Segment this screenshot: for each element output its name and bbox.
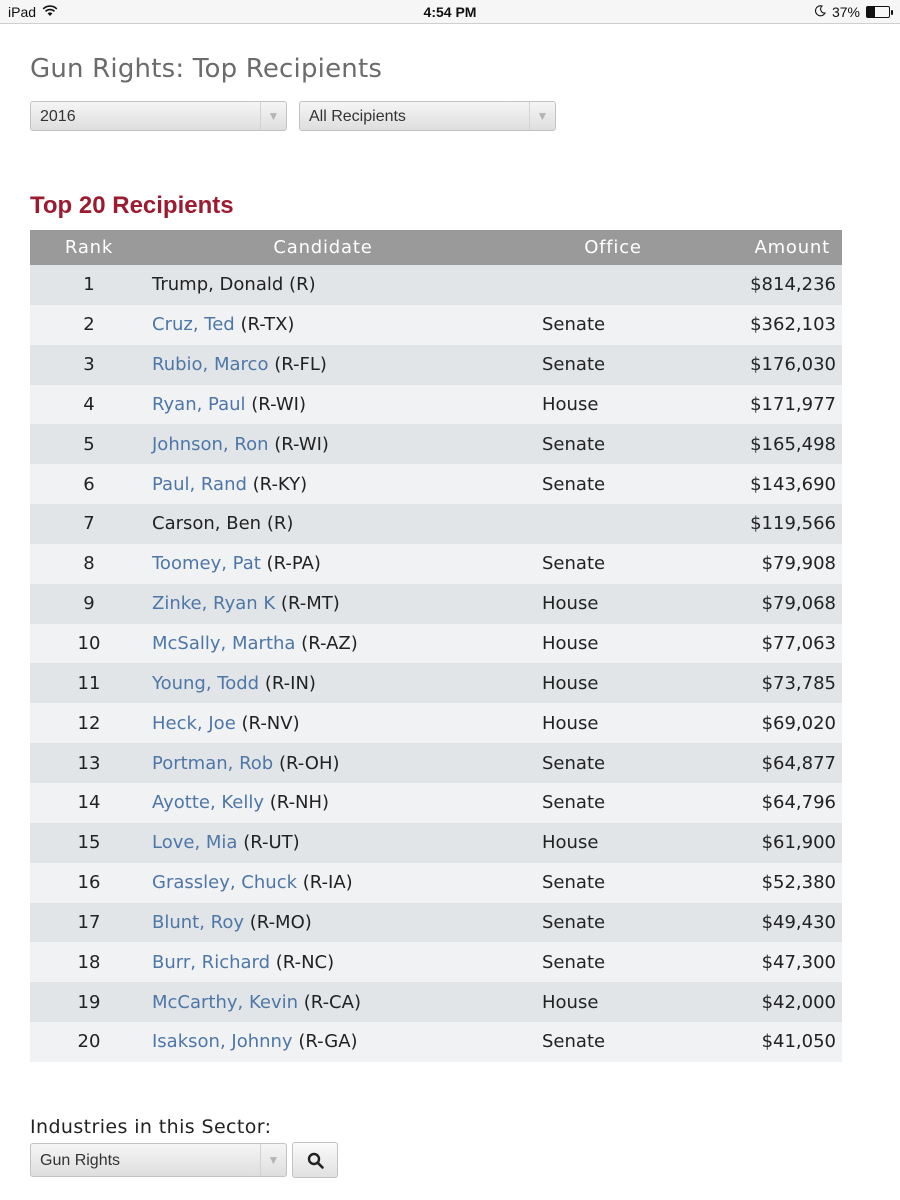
moon-icon <box>814 4 826 20</box>
page-title: Gun Rights: Top Recipients <box>30 54 383 84</box>
rank-cell: 2 <box>83 314 95 336</box>
candidate-cell <box>148 703 538 743</box>
office-cell: Senate <box>542 354 606 376</box>
office-cell: House <box>542 672 599 694</box>
amount-cell: $119,566 <box>750 513 836 535</box>
battery-icon <box>866 6 890 18</box>
table-row <box>30 823 842 863</box>
device-name: iPad <box>8 4 37 20</box>
candidate-link[interactable]: Young, Todd <box>152 672 260 694</box>
candidate-cell <box>148 424 538 464</box>
table-row <box>30 703 842 743</box>
office-cell: Senate <box>542 752 606 774</box>
amount-cell: $171,977 <box>750 393 836 415</box>
rank-cell: 18 <box>77 951 101 973</box>
search-icon <box>307 1152 325 1174</box>
rank-cell: 4 <box>83 393 95 415</box>
table-row <box>30 783 842 823</box>
rank-cell: 10 <box>77 633 101 655</box>
table-row <box>30 743 842 783</box>
candidate-party: (R-UT) <box>243 832 300 854</box>
rank-cell: 9 <box>83 593 95 615</box>
rank-cell: 1 <box>83 274 95 296</box>
candidate-cell <box>148 863 538 903</box>
candidate-party: (R-CA) <box>303 991 361 1013</box>
amount-cell: $165,498 <box>750 433 836 455</box>
table-row <box>30 385 842 425</box>
candidate-cell <box>148 544 538 584</box>
candidate-link[interactable]: Paul, Rand <box>152 473 247 495</box>
office-cell: Senate <box>542 433 606 455</box>
table-row <box>30 1022 842 1062</box>
candidate-link[interactable]: McCarthy, Kevin <box>152 991 299 1013</box>
office-cell: House <box>542 633 599 655</box>
amount-cell: $814,236 <box>750 274 836 296</box>
office-cell: Senate <box>542 792 606 814</box>
header-amount[interactable]: Amount <box>754 237 830 258</box>
amount-cell: $42,000 <box>761 991 836 1013</box>
industry-select[interactable] <box>30 1143 287 1177</box>
table-row <box>30 942 842 982</box>
candidate-link[interactable]: Johnson, Ron <box>152 433 269 455</box>
search-button[interactable] <box>292 1142 338 1178</box>
candidate-cell <box>148 624 538 664</box>
candidate-party: (R-WI) <box>274 433 329 455</box>
candidate-party: (R-MT) <box>280 593 340 615</box>
rank-cell: 15 <box>77 832 101 854</box>
office-cell: Senate <box>542 473 606 495</box>
rank-cell: 8 <box>83 553 95 575</box>
candidate-link[interactable]: Grassley, Chuck <box>152 872 298 894</box>
amount-cell: $77,063 <box>761 633 836 655</box>
candidate-cell <box>148 385 538 425</box>
table-row <box>30 265 842 305</box>
rank-cell: 12 <box>77 712 101 734</box>
amount-cell: $49,430 <box>761 911 836 933</box>
candidate-cell <box>148 663 538 703</box>
header-candidate[interactable]: Candidate <box>273 237 373 258</box>
status-bar <box>0 0 900 24</box>
candidate-party: (R-IA) <box>302 872 353 894</box>
candidate-cell <box>148 265 538 305</box>
chevron-down-icon: ▼ <box>529 102 555 130</box>
office-cell: House <box>542 832 599 854</box>
candidate-cell <box>148 823 538 863</box>
candidate-cell <box>148 584 538 624</box>
amount-cell: $64,796 <box>761 792 836 814</box>
amount-cell: $79,068 <box>761 593 836 615</box>
candidate-link[interactable]: Cruz, Ted <box>152 314 235 336</box>
candidate-party: (R) <box>289 274 316 296</box>
table-row <box>30 624 842 664</box>
table-row <box>30 464 842 504</box>
office-cell: House <box>542 712 599 734</box>
office-cell: Senate <box>542 911 606 933</box>
amount-cell: $52,380 <box>761 872 836 894</box>
candidate-link[interactable]: Zinke, Ryan K <box>152 593 276 615</box>
candidate-party: (R-NV) <box>241 712 300 734</box>
candidate-cell <box>148 1022 538 1062</box>
candidate-party: (R-OH) <box>278 752 340 774</box>
rank-cell: 11 <box>77 672 101 694</box>
candidate-party: (R-PA) <box>266 553 321 575</box>
industries-label: Industries in this Sector: <box>30 1116 272 1138</box>
chevron-down-icon: ▼ <box>260 102 286 130</box>
office-cell: House <box>542 593 599 615</box>
candidate-name: Trump, Donald <box>152 274 284 296</box>
table-row <box>30 504 842 544</box>
candidate-party: (R-NH) <box>269 792 330 814</box>
candidate-link[interactable]: Burr, Richard <box>152 951 271 973</box>
candidate-name: Carson, Ben <box>152 513 262 535</box>
amount-cell: $362,103 <box>750 314 836 336</box>
amount-cell: $143,690 <box>750 473 836 495</box>
rank-cell: 14 <box>77 792 101 814</box>
candidate-party: (R-MO) <box>249 911 312 933</box>
rank-cell: 5 <box>83 433 95 455</box>
candidate-party: (R-NC) <box>275 951 335 973</box>
year-select-value: 2016 <box>40 108 76 125</box>
candidate-cell <box>148 743 538 783</box>
status-time: 4:54 PM <box>423 4 477 20</box>
candidate-party: (R-GA) <box>298 1031 358 1053</box>
candidate-cell <box>148 504 538 544</box>
candidate-link[interactable]: Ayotte, Kelly <box>152 792 265 814</box>
candidate-cell <box>148 903 538 943</box>
chevron-down-icon: ▼ <box>260 1144 286 1176</box>
candidate-cell <box>148 783 538 823</box>
office-cell <box>538 265 688 305</box>
candidate-party: (R-IN) <box>264 672 316 694</box>
candidate-link[interactable]: McSally, Martha <box>152 633 296 655</box>
candidate-link[interactable]: Heck, Joe <box>152 712 236 734</box>
header-rank[interactable]: Rank <box>64 237 114 258</box>
candidate-cell <box>148 982 538 1022</box>
amount-cell: $176,030 <box>750 354 836 376</box>
candidate-link[interactable]: Blunt, Roy <box>152 911 245 933</box>
office-cell: Senate <box>542 314 606 336</box>
table-row <box>30 663 842 703</box>
office-cell <box>538 504 688 544</box>
office-cell: Senate <box>542 1031 606 1053</box>
candidate-link[interactable]: Toomey, Pat <box>152 553 261 575</box>
header-office[interactable]: Office <box>584 237 642 258</box>
table-header-row <box>30 230 842 265</box>
table-row <box>30 863 842 903</box>
recipients-select-value: All Recipients <box>309 108 406 125</box>
amount-cell: $64,877 <box>761 752 836 774</box>
table-row <box>30 903 842 943</box>
rank-cell: 19 <box>77 991 101 1013</box>
industry-select-value: Gun Rights <box>40 1152 121 1169</box>
rank-cell: 20 <box>77 1031 101 1053</box>
section-title: Top 20 Recipients <box>30 192 234 219</box>
office-cell: House <box>542 991 599 1013</box>
table-row <box>30 982 842 1022</box>
table-row <box>30 424 842 464</box>
table-row <box>30 305 842 345</box>
candidate-party: (R) <box>266 513 294 535</box>
candidate-party: (R-TX) <box>240 314 295 336</box>
office-cell: Senate <box>542 553 606 575</box>
amount-cell: $41,050 <box>761 1031 836 1053</box>
amount-cell: $61,900 <box>761 832 836 854</box>
office-cell: Senate <box>542 951 606 973</box>
battery-percent: 37% <box>831 4 860 20</box>
candidate-link[interactable]: Rubio, Marco <box>152 354 269 376</box>
amount-cell: $73,785 <box>761 672 836 694</box>
table-row <box>30 544 842 584</box>
recipients-table <box>30 230 842 1062</box>
table-row <box>30 345 842 385</box>
office-cell: Senate <box>542 872 606 894</box>
rank-cell: 16 <box>77 872 101 894</box>
candidate-cell <box>148 345 538 385</box>
amount-cell: $69,020 <box>761 712 836 734</box>
rank-cell: 6 <box>83 473 95 495</box>
candidate-link[interactable]: Love, Mia <box>152 832 238 854</box>
candidate-party: (R-AZ) <box>301 633 358 655</box>
status-bar-right <box>814 4 890 20</box>
candidate-cell <box>148 464 538 504</box>
office-cell: House <box>542 393 599 415</box>
rank-cell: 7 <box>83 513 95 535</box>
candidate-party: (R-KY) <box>252 473 308 495</box>
rank-cell: 3 <box>83 354 95 376</box>
candidate-party: (R-WI) <box>251 393 306 415</box>
table-row <box>30 584 842 624</box>
candidate-link[interactable]: Portman, Rob <box>152 752 274 774</box>
year-select[interactable] <box>30 101 287 131</box>
candidate-link[interactable]: Ryan, Paul <box>152 393 246 415</box>
candidate-link[interactable]: Isakson, Johnny <box>152 1031 293 1053</box>
rank-cell: 17 <box>77 911 101 933</box>
candidate-party: (R-FL) <box>274 354 327 376</box>
amount-cell: $47,300 <box>761 951 836 973</box>
recipients-select[interactable] <box>299 101 556 131</box>
rank-cell: 13 <box>77 752 101 774</box>
candidate-cell <box>148 305 538 345</box>
candidate-cell <box>148 942 538 982</box>
amount-cell: $79,908 <box>761 553 836 575</box>
